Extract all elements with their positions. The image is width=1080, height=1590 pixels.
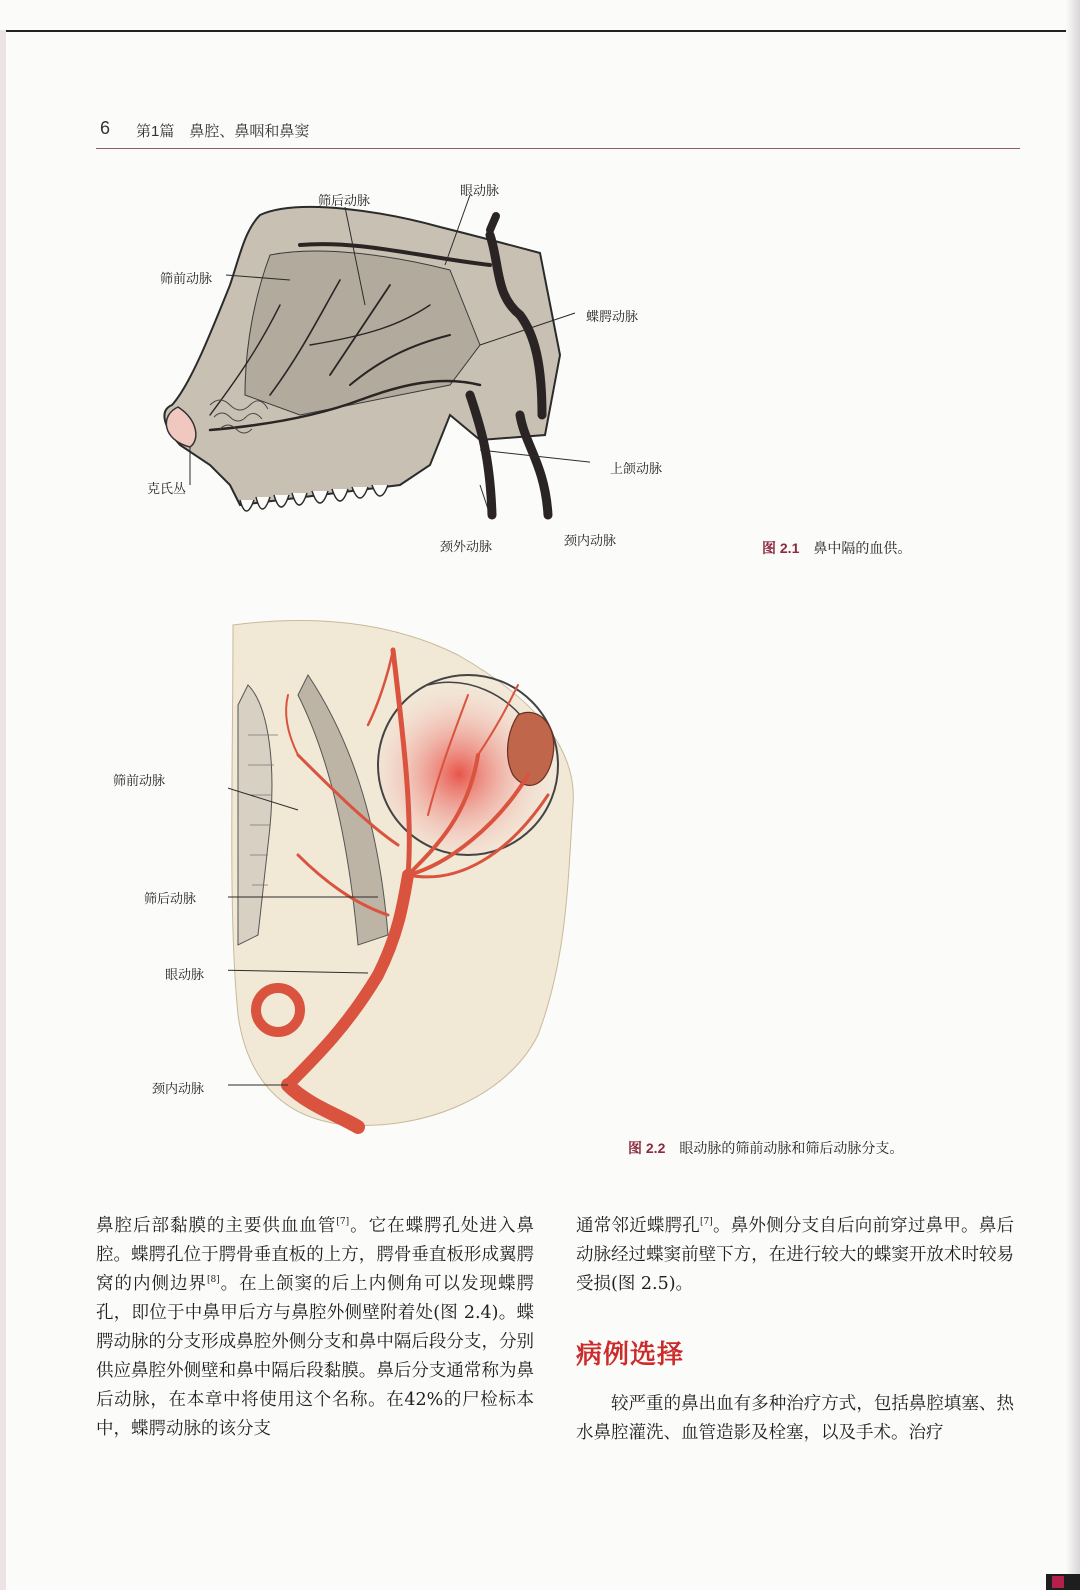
figure-2-2-caption: [628, 1138, 903, 1158]
running-head: [100, 116, 1020, 144]
left-paragraph: [96, 1212, 534, 1444]
label-fig2-posterior-ethmoid-artery: 筛后动脉: [144, 892, 197, 907]
label-maxillary-artery: 上颌动脉: [610, 462, 663, 477]
citation: [8]: [206, 1275, 220, 1286]
left-column-text: [96, 1212, 534, 1444]
right-column-text-bottom: [576, 1390, 1014, 1448]
label-posterior-ethmoid-artery: 筛后动脉: [318, 194, 371, 209]
figure-2-2-illustration: [228, 615, 588, 1135]
text-run: 鼻腔后部黏膜的主要供血血管: [96, 1216, 337, 1236]
figure-2-1-caption: [762, 538, 911, 558]
lacrimal-gland: [508, 712, 554, 785]
text-run: 通常邻近蝶腭孔: [576, 1216, 701, 1236]
section-title: 第1篇 鼻腔、鼻咽和鼻窦: [136, 123, 310, 140]
label-fig2-anterior-ethmoid-artery: 筛前动脉: [113, 774, 166, 789]
label-kiesselbach-plexus: 克氏丛: [147, 482, 187, 497]
label-anterior-ethmoid-artery: 筛前动脉: [160, 272, 213, 287]
page-number: 6: [100, 118, 111, 138]
text-run: 。鼻外侧分支自后向前穿过鼻甲。鼻后动脉经过蝶窦前壁下方，在进行较大的蝶窦开放术时较易受损(图 2.5)。: [576, 1216, 1014, 1294]
text-run: 。在上颌窦的后上内侧角可以发现蝶腭孔，即位于中鼻甲后方与鼻腔外侧壁附着处(图 2.4)。蝶腭动脉的分支形成鼻腔外侧分支和鼻中隔后段分支，分别供应鼻腔外侧壁和鼻中隔后段黏膜。鼻后分支通常称为鼻后动脉，在本章中将使用这个名称。在42%的尸检标本中，蝶腭动脉的该分支: [96, 1274, 535, 1439]
label-fig2-ophthalmic-artery: 眼动脉: [165, 968, 205, 983]
right-column-text-top: [576, 1212, 1014, 1299]
right-paragraph-2: 较严重的鼻出血有多种治疗方式，包括鼻腔填塞、热水鼻腔灌洗、血管造影及栓塞，以及手术。治疗: [576, 1394, 1014, 1443]
top-rule: [0, 30, 1080, 32]
figure-2-1-number: 图 2.1: [762, 540, 800, 556]
corner-mark: [1046, 1574, 1080, 1590]
right-paragraph: [576, 1212, 1014, 1299]
label-internal-carotid-artery: 颈内动脉: [564, 534, 617, 549]
section-heading-case-selection: 病例选择: [576, 1340, 685, 1370]
figure-2-2-caption-text: 眼动脉的筛前动脉和筛后动脉分支。: [679, 1141, 904, 1157]
label-sphenopalatine-artery: 蝶腭动脉: [586, 310, 639, 325]
label-ophthalmic-artery: 眼动脉: [460, 184, 500, 199]
page-right-edge: [1066, 0, 1080, 1590]
citation: [7]: [700, 1217, 713, 1228]
label-external-carotid-artery: 颈外动脉: [440, 540, 493, 555]
figure-2-1-illustration: [150, 185, 590, 545]
header-rule: [96, 148, 1020, 149]
figure-2-2-number: 图 2.2: [628, 1140, 666, 1156]
figure-2-1-caption-text: 鼻中隔的血供。: [813, 541, 912, 557]
page-left-edge: [0, 30, 6, 1590]
citation: [7]: [336, 1217, 350, 1228]
label-fig2-internal-carotid-artery: 颈内动脉: [152, 1082, 205, 1097]
text-run: 。它在蝶腭孔处进入鼻腔。蝶腭孔位于腭骨垂直板的上方，腭骨垂直板形成翼腭窝的内侧边界: [96, 1216, 535, 1294]
